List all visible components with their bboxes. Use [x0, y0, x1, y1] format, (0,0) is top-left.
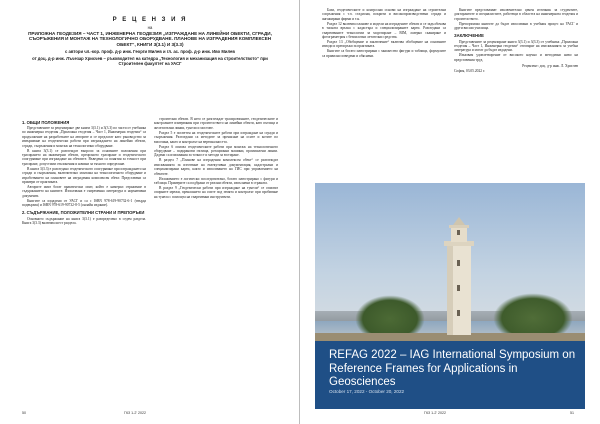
city-date: София, 03.05.2022 г. — [454, 68, 485, 73]
poster-title — [329, 349, 585, 390]
poster-tree-right — [493, 293, 573, 335]
paragraph: В книга 3(3.1) се разглеждат въпроси за основните положения при трасирането на инженерни обекти, прецизното трасиране и геодезическото осигуряване при изграждане на обектите. Въведени са понятия за точност при трасиране, допустими отклонения и начини за тяхното определяне. — [22, 148, 146, 166]
issue-label-left: ГКЗ 1-2' 2022 — [124, 411, 147, 415]
page-number-right: 51 — [570, 411, 574, 415]
poster-title-line-2: Reference Frames for Applications in Geosciences — [329, 362, 518, 388]
poster-title-line-1: REFAG 2022 – IAG International Symposium on — [329, 349, 576, 361]
reviewer-line: от доц. д-р инж. Лъчезар Хрисчев – ръководител на катедра „Технология и механизация на строителството“ при Строителен факултет на УАСГ — [32, 56, 268, 67]
paragraph: строителни обекти. В него се разглеждат трасировъчните, геодезическите и контролните измервания при строителството на линейни обекти, като пътища и железопътни линии, тунели и мостове. — [154, 117, 278, 130]
paragraph: Препоръчвам книгите да бъдат използвани в учебния процес на УАСГ и други висши училища. — [454, 21, 578, 31]
left-column-1 — [22, 117, 146, 407]
paragraph: Книгите представляват изключително ценен източник за студентите, докторантите и специалистите, работещи в областта на инженерната геодезия и строителството. — [454, 8, 578, 21]
paragraph: В раздел 9 „Геодезически работи при изграждане на тунели“ се описват опорните мрежи, пренасянето на осите под земята и контролът при пробиване на тунела с помощта на съвременни инструменти. — [154, 186, 278, 199]
poster-tree-left — [355, 295, 425, 335]
book-title: ПРИЛОЖНА ГЕОДЕЗИЯ – ЧАСТ 1, ИНЖЕНЕРНА ГЕОДЕЗИЯ „ИЗГРАЖДАНЕ НА ЛИНЕЙНИ ОБЕКТИ, СГРАДИ, СЪОРЪЖЕНИЯ И МОНТАЖ НА ТЕХНОЛОГИЧНО ОБОРУДВАНЕ. ПЛАНОВЕ НА ИЗГРАДЕНИЯ КОМПЛЕКСЕН ОБЕКТ“, КНИГИ 3(3.1) И 3(3.3) — [28, 31, 272, 47]
paragraph: Книгите са издадени от УАСГ и са с ISBN 978-619-90732-6-1 (твърда подвързия) и ISBN 978-619-90732-8-5 (онлайн издание). — [22, 198, 146, 208]
left-column-2 — [154, 117, 278, 407]
white-tower-image — [433, 215, 485, 335]
poster-title-band — [315, 341, 585, 409]
review-header — [22, 17, 278, 66]
conference-poster — [315, 183, 585, 409]
paragraph: Авторите имат богат практически опит, който е намерил отражение в съдържанието на книгите. Използвана е съвременна литература и нормативни документи. — [22, 185, 146, 198]
paragraph: Раздел 13 „Обобщение и заключение“ включва обобщение на основните изводи и препоръки за практиката. — [322, 40, 446, 49]
issue-label-right: ГКЗ 1-2' 2022 — [424, 411, 447, 415]
paragraph: Раздел 5 е посветен на геодезическите работи при изграждане на сгради и съоръжения. Разгледани са методите за пренасяне на осите и котите по височина, както и контролът на вертикалността. — [154, 130, 278, 144]
paragraph: Изложението е логически последователно, богато илюстрирано с фигури и таблици. Примерите са подбрани от реални обекти, изпълнени в страната. — [154, 176, 278, 186]
poster-dates: October 17, 2022 - October 20, 2022 — [329, 389, 405, 394]
page-number-left: 50 — [22, 411, 26, 415]
right-column-1 — [322, 8, 446, 178]
section-heading: 1. ОБЩИ ПОЛОЖЕНИЯ — [22, 119, 70, 125]
review-on-label: на — [147, 25, 153, 30]
right-page — [300, 0, 600, 424]
paragraph: Представените за рецензиране книги 3(3.1) и 3(3.3) от учебника „Приложна геодезия – Част 1, Инженерна геодезия“ отговарят на изискванията за учебна литература и могат да бъдат издадени. — [454, 39, 578, 53]
book-authors: с автори чл.-кор. проф. д-р инж. Георги Милев и гл. ас. проф. д-р инж. Иво Милев — [65, 49, 235, 55]
conclusion-heading: ЗАКЛЮЧЕНИЕ — [454, 33, 484, 39]
section-heading: 2. СЪДЪРЖАНИЕ, ПОЛОЖИТЕЛНИ СТРАНИ И ПРЕПОРЪКИ — [22, 210, 145, 216]
paragraph: Раздел 6 описва геодезическите работи при монтаж на технологичното оборудване – подкранови пътища, ротационни машини, промишлени линии. Дадени са изисквания за точност и методи за юстиране. — [154, 144, 278, 158]
paragraph: Книгите са богато илюстрирани с множество фигури и таблици, формулите са правилно изведени и обяснени. — [322, 49, 446, 58]
right-column-2 — [454, 8, 578, 178]
paragraph: Бази, геодезическите и контролни основи на изграждане на строителни сооръжения с т.ч. стадиони, покрити и високопроизводствени сгради и ангажирани фирми и т.н. — [322, 8, 446, 21]
paragraph: Основното съдържание на книга 3(3.1) е разпределено в седем раздела. Книга 3(3.3) включва шест раздела. — [22, 216, 146, 226]
paragraph: Раздел 12 включва планове и модели на изградените обекти и се задълбочава в тясната връзка с кадастъра и специализираните карти. Разгледани са съвременните технологии за моделиране – BIM, лазерно сканиране и фотограметрия с безпилотни летателни средства. — [322, 21, 446, 40]
review-heading: Р Е Ц Е Н З И Я — [112, 17, 188, 23]
paragraph: Представените за рецензиране две книги 3(3.1) и 3(3.3) по части от учебника по инженерна геодезия „Приложна геодезия – Част 1, Инженерна геодезия“ са продължение на разработките на авторите и се предлагат като ръководство за извършване на геодезически работи при изграждането на линейни обекти, сгради, съоръжения и монтаж на технологично оборудване. — [22, 126, 146, 148]
paragraph: В раздел 7 „Планове на изградения комплексен обект“ се разглеждат изискванията за изготвяне на екзекутивна документация, кадастрални и специализирани карти, както и използването на ГИС при управлението на обектите. — [154, 158, 278, 176]
paragraph: В книга 3(3.3) е разгледано геодезическото осигуряване при изграждането на сгради и съоръжения, включително монтажа на технологичното оборудване и изработването на плановете на изградения комплексен обект. Представени са примери от практиката. — [22, 166, 146, 185]
reviewer-signature: Рецензент: доц. д-р инж. Л. Хрисчев — [522, 64, 578, 69]
paragraph: Изказвам удовлетворение от високото научно и методично ниво на представения труд. — [454, 53, 578, 62]
